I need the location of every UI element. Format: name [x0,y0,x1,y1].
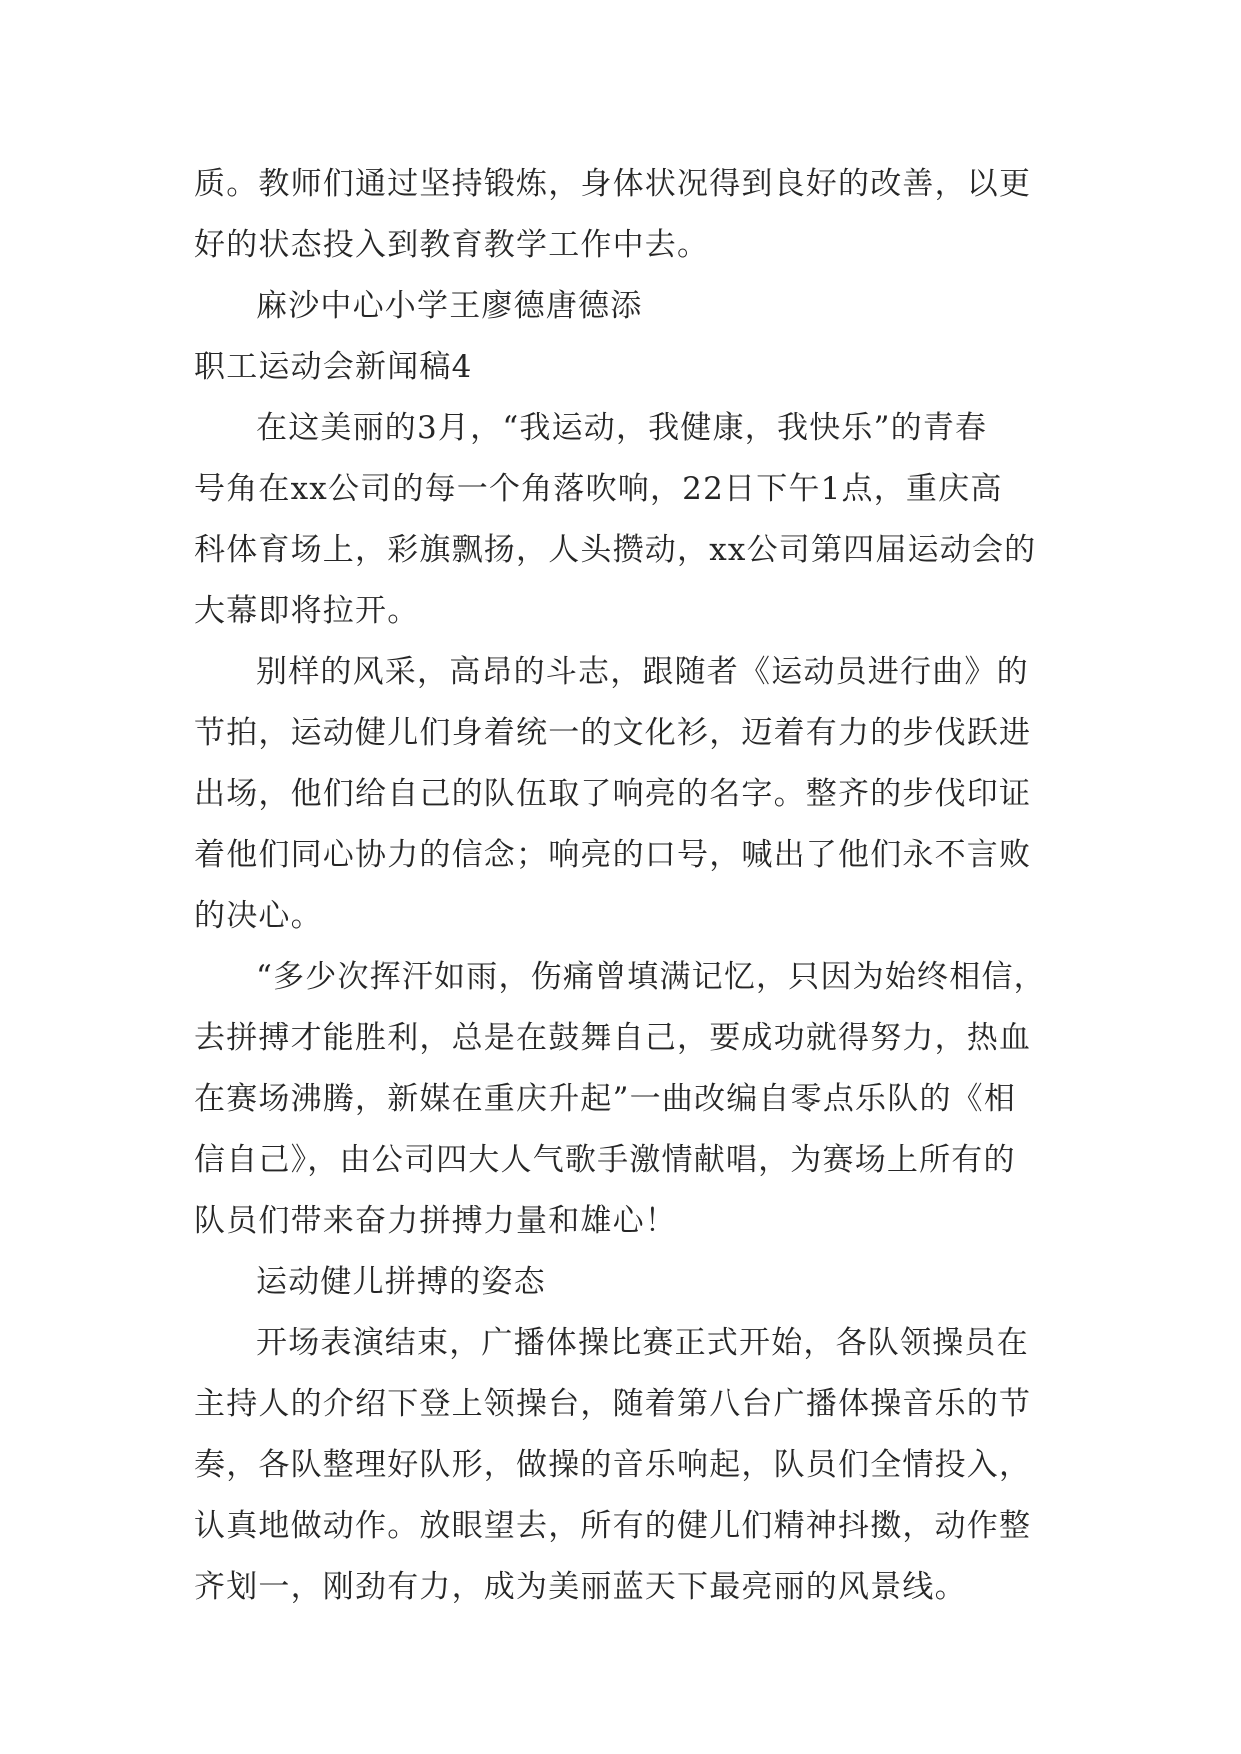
body-line: 认真地做动作。放眼望去，所有的健儿们精神抖擞，动作整 [194,1508,1032,1544]
body-line: 队员们带来奋力拼搏力量和雄心！ [194,1203,677,1239]
subheading: 运动健儿拼搏的姿态 [256,1264,546,1300]
author-line: 麻沙中心小学王廖德唐德添 [256,288,643,324]
body-line: 去拼搏才能胜利，总是在鼓舞自己，要成功就得努力，热血 [194,1020,1032,1056]
body-line: 在赛场沸腾，新媒在重庆升起”一曲改编自零点乐队的《相 [194,1081,1017,1117]
body-line: 质。教师们通过坚持锻炼，身体状况得到良好的改善，以更 [194,166,1032,202]
body-line: 大幕即将拉开。 [194,593,420,629]
body-line: 好的状态投入到教育教学工作中去。 [194,227,710,263]
body-line: 主持人的介绍下登上领操台，随着第八台广播体操音乐的节 [194,1386,1032,1422]
body-line: “多少次挥汗如雨，伤痛曾填满记忆，只因为始终相信， [256,959,1046,995]
section-title: 职工运动会新闻稿4 [194,349,473,385]
body-line: 节拍，运动健儿们身着统一的文化衫，迈着有力的步伐跃进 [194,715,1032,751]
body-line: 在这美丽的3月，“我运动，我健康，我快乐”的青春 [256,410,988,446]
body-line: 齐划一，刚劲有力，成为美丽蓝天下最亮丽的风景线。 [194,1569,967,1605]
body-line: 的决心。 [194,898,323,934]
body-line: 信自己》，由公司四大人气歌手激情献唱，为赛场上所有的 [194,1142,1016,1178]
body-line: 号角在xx公司的每一个角落吹响，22日下午1点，重庆高 [194,471,1003,507]
document-body [194,154,1064,1618]
body-line: 出场，他们给自己的队伍取了响亮的名字。整齐的步伐印证 [194,776,1032,812]
body-line: 科体育场上，彩旗飘扬，人头攒动，xx公司第四届运动会的 [194,532,1037,568]
body-line: 开场表演结束，广播体操比赛正式开始，各队领操员在 [256,1325,1029,1361]
body-line: 奏，各队整理好队形，做操的音乐响起，队员们全情投入， [194,1447,1032,1483]
body-line: 别样的风采，高昂的斗志，跟随者《运动员进行曲》的 [256,654,1029,690]
body-line: 着他们同心协力的信念；响亮的口号，喊出了他们永不言败 [194,837,1032,873]
